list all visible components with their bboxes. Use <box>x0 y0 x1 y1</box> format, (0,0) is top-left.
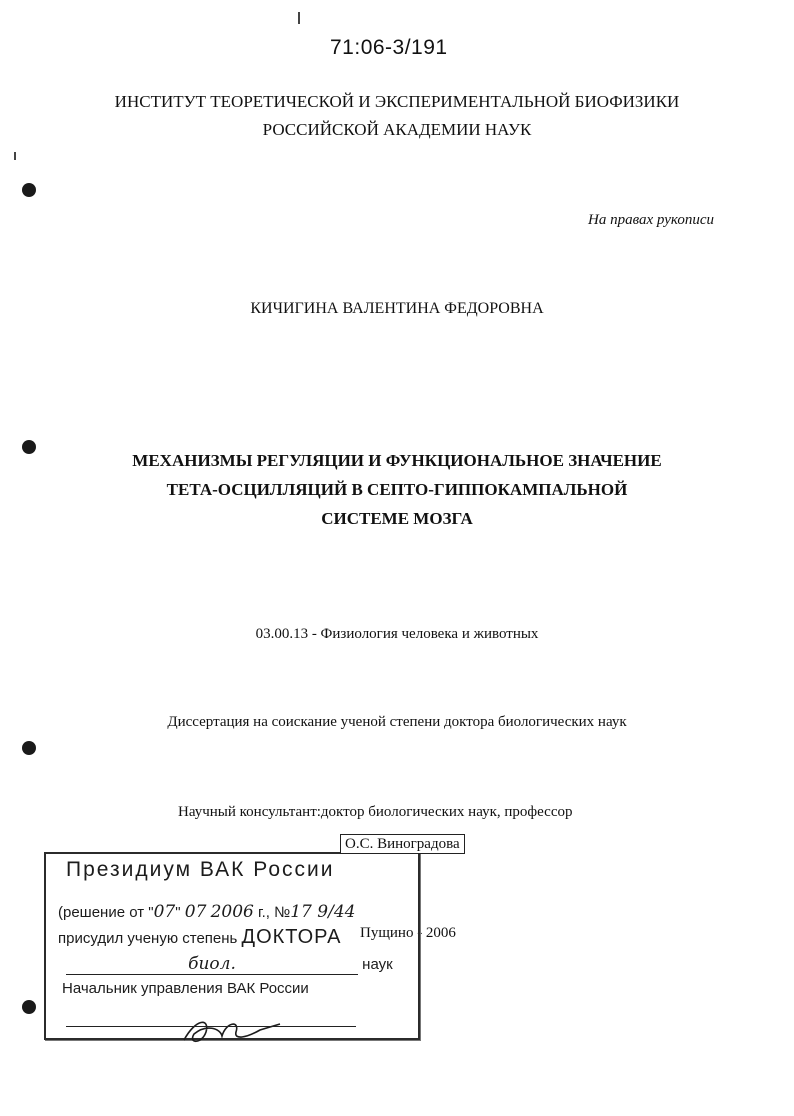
advisor-line <box>178 804 572 821</box>
rights-note: На правах рукописи <box>588 212 714 228</box>
degree-statement: Диссертация на соискание ученой степени доктора биологических наук <box>167 714 627 730</box>
punch-hole <box>22 183 36 197</box>
decision-month: 07 <box>184 902 207 922</box>
place-year: Пущино - 2006 <box>360 925 456 941</box>
dissertation-title <box>0 446 794 533</box>
punch-hole <box>22 1000 36 1014</box>
decision-year-suffix: г., № <box>253 904 291 921</box>
title-line-3: СИСТЕМЕ МОЗГА <box>321 509 473 528</box>
document-code-number: 71:06-3/191 <box>330 36 448 59</box>
decision-number: 17 9/44 <box>290 902 356 922</box>
stamp-field-line <box>66 954 393 975</box>
field-suffix: наук <box>358 956 393 973</box>
decision-prefix: (решение от " <box>58 904 154 921</box>
awarded-degree: ДОКТОРА <box>241 926 342 948</box>
stamp-awarded-line <box>58 926 342 949</box>
stamp-chief-label: Начальник управления ВАК России <box>62 980 309 997</box>
decision-year: 2006 <box>210 902 254 922</box>
institution-line-1: ИНСТИТУТ ТЕОРЕТИЧЕСКОЙ И ЭКСПЕРИМЕНТАЛЬНОЙ БИОФИЗИКИ <box>114 92 680 111</box>
title-line-1: МЕХАНИЗМЫ РЕГУЛЯЦИИ И ФУНКЦИОНАЛЬНОЕ ЗНАЧЕНИЕ <box>132 451 662 470</box>
field-handwritten: биол. <box>66 954 358 975</box>
stamp-heading: Президиум ВАК России <box>66 858 335 881</box>
scan-mark <box>298 12 300 24</box>
specialty-code: 03.00.13 - Физиология человека и животных <box>255 626 539 642</box>
advisor-label: Научный консультант: <box>178 804 321 820</box>
decision-separator: " <box>175 904 185 921</box>
institution-line-2: РОССИЙСКОЙ АКАДЕМИИ НАУК <box>262 120 532 139</box>
author-name: КИЧИГИНА ВАЛЕНТИНА ФЕДОРОВНА <box>250 300 544 317</box>
title-line-2: ТЕТА-ОСЦИЛЛЯЦИЙ В СЕПТО-ГИППОКАМПАЛЬНОЙ <box>166 480 628 499</box>
stamp-decision-line <box>58 902 355 922</box>
vak-stamp <box>44 852 420 1040</box>
punch-hole <box>22 741 36 755</box>
advisor-credentials: доктор биологических наук, профессор <box>320 804 573 820</box>
advisor-name: О.С. Виноградова <box>340 834 465 854</box>
awarded-prefix: присудил ученую степень <box>58 930 242 947</box>
signature-line <box>66 1026 356 1027</box>
handwritten-signature <box>176 1014 286 1048</box>
scan-mark <box>14 152 16 160</box>
decision-day: 07 <box>153 902 176 922</box>
